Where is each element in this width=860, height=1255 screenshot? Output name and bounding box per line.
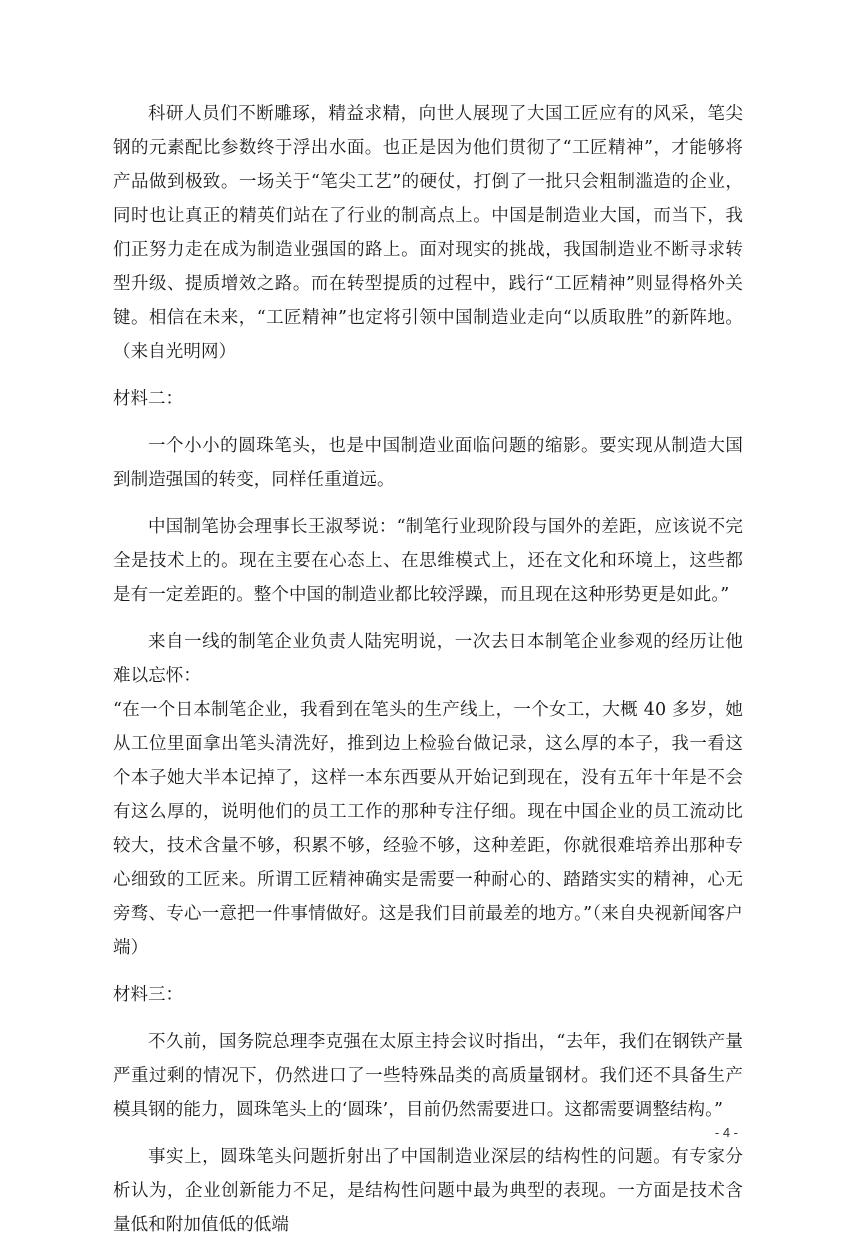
paragraph-li-keqiang-quote: 不久前，国务院总理李克强在太原主持会议时指出，“去年，我们在钢铁产量严重过剩的情况下，仍然进口了一些特殊品类的高质量钢材。我们还不具备生产模具钢的能力，圆珠笔头上的‘圆珠’，目前仍然需要进口。这都需要调整结构。” bbox=[113, 1032, 743, 1120]
paragraph-lu-xianming-intro: 来自一线的制笔企业负责人陆宪明说，一次去日本制笔企业参观的经历让他难以忘怀： bbox=[113, 632, 743, 686]
paragraph-material-one-conclusion: 科研人员们不断雕琢，精益求精，向世人展现了大国工匠应有的风采，笔尖钢的元素配比参数终于浮出水面。也正是因为他们贯彻了“工匠精神”，才能够将产品做到极致。一场关于“笔尖工艺”的硬仗，打倒了一批只会粗制滥造的企业，同时也让真正的精英们站在了行业的制高点上。中国是制造业大国，而当下，我们正努力走在成为制造业强国的路上。面对现实的挑战，我国制造业不断寻求转型升级、提质增效之路。而在转型提质的过程中，践行“工匠精神”则显得格外关键。相信在未来，“工匠精神”也定将引领中国制造业走向“以质取胜”的新阵地。（来自光明网） bbox=[113, 104, 743, 362]
document-body bbox=[113, 97, 743, 1255]
paragraph-ballpoint-tip: 一个小小的圆珠笔头，也是中国制造业面临问题的缩影。要实现从制造大国到制造强国的转变，同样任重道远。 bbox=[113, 436, 743, 490]
paragraph-structural-problems: 事实上，圆珠笔头问题折射出了中国制造业深层的结构性的问题。有专家分析认为，企业创新能力不足，是结构性问题中最为典型的表现。一方面是技术含量低和附加值低的低端 bbox=[113, 1147, 743, 1235]
heading-material-two: 材料二： bbox=[113, 389, 183, 409]
paragraph-wang-shuqin-quote: 中国制笔协会理事长王淑琴说：“制笔行业现阶段与国外的差距，应该说不完全是技术上的。现在主要在心态上、在思维模式上，还在文化和环境上，这些都是有一定差距的。整个中国的制造业都比较浮躁，而且现在这种形势更是如此。” bbox=[113, 517, 743, 605]
paragraph-lu-xianming-quote: “在一个日本制笔企业，我看到在笔头的生产线上，一个女工，大概 40 多岁，她从工位里面拿出笔头清洗好，推到边上检验台做记录，这么厚的本子，我一看这个本子她大半本记掉了，这样一本东西要从开始记到现在，没有五年十年是不会有这么厚的，说明他们的员工工作的那种专注仔细。现在中国企业的员工流动比较大，技术含量不够，积累不够，经验不够，这种差距，你就很难培养出那种专心细致的工匠来。所谓工匠精神确实是需要一种耐心的、踏踏实实的精神，心无旁骛、专心一意把一件事情做好。这是我们目前最差的地方。”（来自央视新闻客户端） bbox=[113, 700, 743, 958]
heading-material-three: 材料三： bbox=[113, 985, 183, 1005]
page-number: - 4 - bbox=[714, 1125, 738, 1140]
